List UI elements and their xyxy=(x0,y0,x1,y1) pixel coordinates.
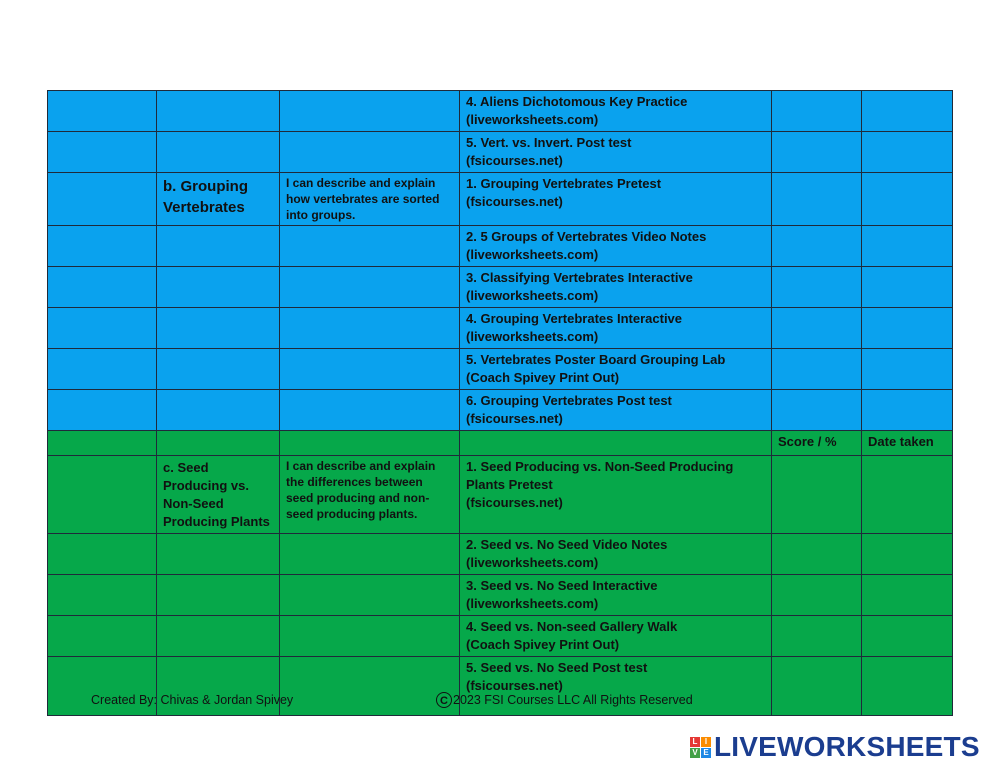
date-cell xyxy=(862,226,953,267)
score-cell xyxy=(772,308,862,349)
date-cell xyxy=(862,456,953,534)
lesson-cell-text xyxy=(163,351,273,352)
lesson-cell-text xyxy=(163,618,273,619)
activity-cell-text: 4. Grouping Vertebrates Interactive (liveworksheets.com) xyxy=(466,311,683,344)
lesson-cell-text xyxy=(163,577,273,578)
logo-letter: E xyxy=(701,748,711,758)
activity-cell xyxy=(460,267,772,308)
unit-cell xyxy=(48,575,157,616)
score-cell xyxy=(772,349,862,390)
logo-letter: L xyxy=(690,737,700,747)
objective-cell xyxy=(280,431,460,456)
lesson-cell xyxy=(157,390,280,431)
unit-cell xyxy=(48,226,157,267)
activity-cell-text: 4. Aliens Dichotomous Key Practice (liveworksheets.com) xyxy=(466,94,688,127)
lesson-cell xyxy=(157,349,280,390)
date-cell xyxy=(862,390,953,431)
objective-cell xyxy=(280,575,460,616)
date-cell xyxy=(862,132,953,173)
activity-cell xyxy=(460,132,772,173)
score-cell xyxy=(772,91,862,132)
brand-name: LIVEWORKSHEETS xyxy=(714,731,980,762)
table-row xyxy=(48,132,953,173)
activity-cell xyxy=(460,308,772,349)
activity-cell-text: 2. Seed vs. No Seed Video Notes (liveworksheets.com) xyxy=(466,537,668,570)
date-cell-text: Date taken xyxy=(868,434,934,449)
activity-cell-text: 2. 5 Groups of Vertebrates Video Notes (liveworksheets.com) xyxy=(466,229,707,262)
activity-cell xyxy=(460,431,772,456)
score-cell xyxy=(772,173,862,226)
objective-cell xyxy=(280,173,460,226)
lesson-cell-text xyxy=(163,392,273,393)
logo-letter: V xyxy=(690,748,700,758)
activity-cell-text: 5. Vertebrates Poster Board Grouping Lab (Coach Spivey Print Out) xyxy=(466,352,726,385)
unit-cell xyxy=(48,616,157,657)
date-cell xyxy=(862,349,953,390)
activity-cell-text: 5. Vert. vs. Invert. Post test (fsicourses.net) xyxy=(466,135,632,168)
lesson-cell xyxy=(157,575,280,616)
activity-cell xyxy=(460,456,772,534)
score-cell xyxy=(772,132,862,173)
table-row xyxy=(48,173,953,226)
date-cell xyxy=(862,308,953,349)
activity-cell-text: 3. Classifying Vertebrates Interactive (liveworksheets.com) xyxy=(466,270,693,303)
date-cell xyxy=(862,616,953,657)
objective-cell xyxy=(280,308,460,349)
table-row xyxy=(48,575,953,616)
activity-cell xyxy=(460,616,772,657)
logo-grid-icon xyxy=(690,737,711,758)
lesson-cell xyxy=(157,267,280,308)
lesson-cell xyxy=(157,534,280,575)
activity-cell xyxy=(460,173,772,226)
score-cell xyxy=(772,575,862,616)
score-cell xyxy=(772,616,862,657)
unit-cell xyxy=(48,456,157,534)
objective-cell xyxy=(280,534,460,575)
date-cell xyxy=(862,267,953,308)
lesson-cell xyxy=(157,456,280,534)
objective-cell-text: I can describe and explain how vertebrates are sorted into groups. xyxy=(286,176,440,222)
activity-cell xyxy=(460,226,772,267)
table-row xyxy=(48,226,953,267)
lesson-cell-text: c. Seed Producing vs. Non-Seed Producing Plants xyxy=(163,460,270,529)
objective-cell-text: I can describe and explain the differences between seed producing and non-seed producing plants. xyxy=(286,459,436,521)
activity-cell-text: 1. Grouping Vertebrates Pretest (fsicourses.net) xyxy=(466,176,662,209)
unit-cell xyxy=(48,390,157,431)
objective-cell xyxy=(280,226,460,267)
table-row xyxy=(48,308,953,349)
objective-cell xyxy=(280,349,460,390)
lesson-cell xyxy=(157,173,280,226)
lesson-cell xyxy=(157,132,280,173)
table-row xyxy=(48,534,953,575)
date-cell xyxy=(862,173,953,226)
table-row xyxy=(48,390,953,431)
copyright-line xyxy=(436,692,693,708)
unit-cell xyxy=(48,308,157,349)
lesson-cell xyxy=(157,616,280,657)
lesson-cell-text xyxy=(163,433,273,434)
activity-cell-text: 6. Grouping Vertebrates Post test (fsicourses.net) xyxy=(466,393,672,426)
lesson-cell-text xyxy=(163,134,273,135)
activity-cell-text: 3. Seed vs. No Seed Interactive (liveworksheets.com) xyxy=(466,578,658,611)
date-cell xyxy=(862,431,953,456)
unit-cell xyxy=(48,267,157,308)
lesson-cell-text xyxy=(163,228,273,229)
objective-cell xyxy=(280,456,460,534)
lesson-cell xyxy=(157,308,280,349)
activity-cell xyxy=(460,390,772,431)
score-cell xyxy=(772,456,862,534)
objective-cell xyxy=(280,390,460,431)
unit-cell xyxy=(48,173,157,226)
created-by-text: Created By: Chivas & Jordan Spivey xyxy=(91,693,294,707)
table-row xyxy=(48,431,953,456)
score-cell xyxy=(772,657,862,716)
activity-cell-text: 1. Seed Producing vs. Non-Seed Producing Plants Pretest (fsicourses.net) xyxy=(466,459,734,510)
table-row xyxy=(48,267,953,308)
lesson-cell-text xyxy=(163,269,273,270)
objective-cell xyxy=(280,91,460,132)
objective-cell xyxy=(280,657,460,716)
date-cell xyxy=(862,91,953,132)
lesson-cell-text: b. Grouping Vertebrates xyxy=(163,178,248,216)
unit-cell xyxy=(48,534,157,575)
lesson-cell-text xyxy=(163,310,273,311)
table-row xyxy=(48,616,953,657)
copyright-text: 2023 FSI Courses LLC All Rights Reserved xyxy=(453,693,693,707)
unit-cell xyxy=(48,132,157,173)
date-cell xyxy=(862,657,953,716)
copyright-icon: C xyxy=(436,692,452,708)
table-row xyxy=(48,456,953,534)
score-cell xyxy=(772,390,862,431)
activity-cell-text: 5. Seed vs. No Seed Post test (fsicourses.net) xyxy=(466,660,648,693)
lesson-table xyxy=(47,90,953,716)
lesson-cell-text xyxy=(163,93,273,94)
activity-cell-text: 4. Seed vs. Non-seed Gallery Walk (Coach Spivey Print Out) xyxy=(466,619,678,652)
logo-letter: I xyxy=(701,737,711,747)
lesson-cell-text xyxy=(163,536,273,537)
date-cell xyxy=(862,534,953,575)
unit-cell xyxy=(48,349,157,390)
objective-cell xyxy=(280,132,460,173)
score-cell-text: Score / % xyxy=(778,434,837,449)
date-cell xyxy=(862,575,953,616)
unit-cell xyxy=(48,91,157,132)
score-cell xyxy=(772,267,862,308)
lesson-cell-text xyxy=(163,659,273,660)
liveworksheets-logo[interactable] xyxy=(690,731,980,763)
activity-cell xyxy=(460,349,772,390)
score-cell xyxy=(772,431,862,456)
objective-cell xyxy=(280,267,460,308)
unit-cell xyxy=(48,431,157,456)
activity-cell xyxy=(460,575,772,616)
objective-cell xyxy=(280,616,460,657)
activity-cell xyxy=(460,91,772,132)
lesson-cell xyxy=(157,431,280,456)
lesson-cell xyxy=(157,91,280,132)
score-cell xyxy=(772,534,862,575)
table-row xyxy=(48,349,953,390)
lesson-cell xyxy=(157,226,280,267)
score-cell xyxy=(772,226,862,267)
table-row xyxy=(48,91,953,132)
activity-cell xyxy=(460,534,772,575)
